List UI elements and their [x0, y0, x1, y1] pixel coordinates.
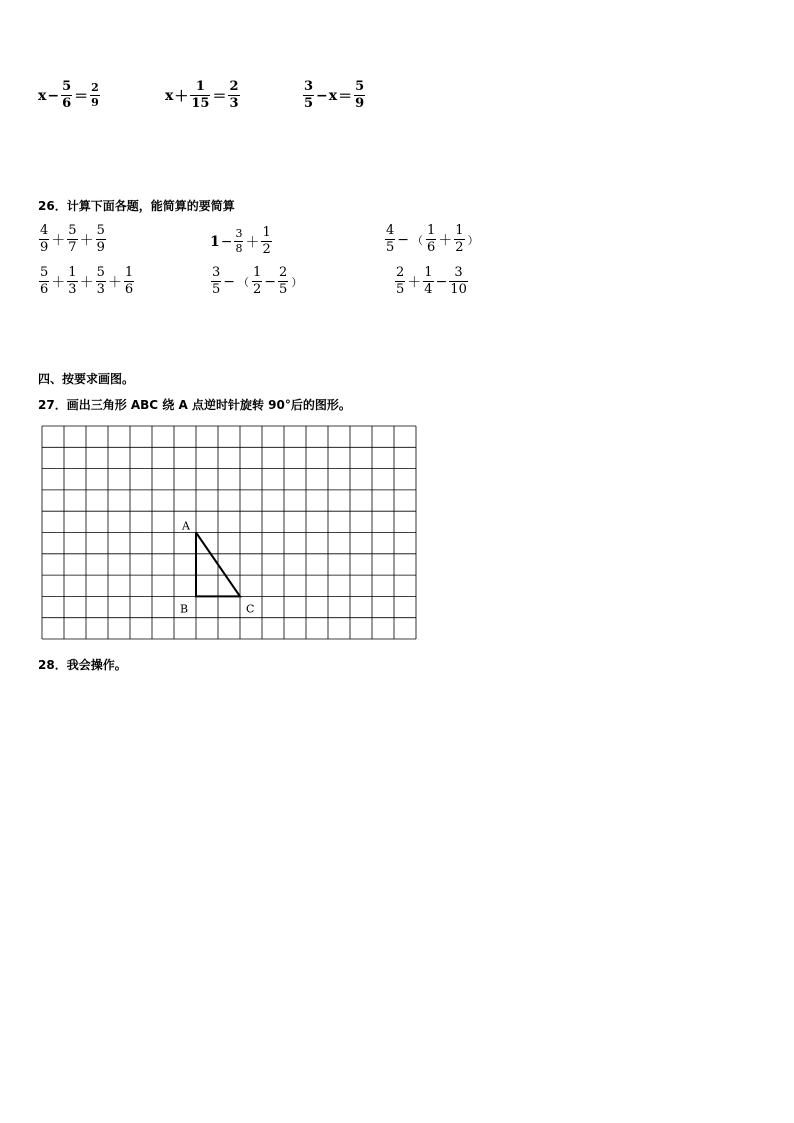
label-b: B	[180, 602, 189, 616]
minus-sign: −	[223, 273, 236, 290]
plus-sign: ＋	[51, 274, 66, 291]
fraction: $\frac{1}{6}$	[124, 265, 134, 297]
expression-26-2	[210, 226, 273, 257]
minus-sign: −	[47, 87, 60, 104]
expression-26-3	[384, 224, 481, 255]
right-paren: ）	[291, 275, 303, 289]
equation-1	[38, 80, 101, 111]
fraction: $\frac{3}{10}$	[450, 265, 467, 297]
fraction: $\frac{5}{7}$	[68, 223, 77, 255]
plus-sign: ＋	[107, 274, 122, 291]
plus-sign: ＋	[174, 88, 189, 105]
equals-sign: ＝	[338, 88, 353, 105]
number: 1	[210, 233, 220, 250]
fraction: $\frac{5}{9}$	[355, 79, 365, 111]
minus-sign: −	[264, 273, 277, 290]
plus-sign: ＋	[438, 232, 453, 249]
question-28-title: 28．我会操作。	[38, 658, 127, 672]
minus-sign: −	[435, 273, 448, 290]
section-heading: 四、按要求画图。	[38, 372, 135, 386]
fraction: $\frac{1}{2}$	[262, 225, 271, 257]
plus-sign: ＋	[245, 234, 260, 251]
minus-sign: −	[316, 87, 328, 104]
plus-sign: ＋	[79, 232, 94, 249]
minus-sign: −	[397, 231, 410, 248]
fraction: $\frac{2}{5}$	[396, 265, 405, 297]
fraction: $\frac{5}{3}$	[96, 265, 105, 297]
fraction: $\frac{2}{9}$	[91, 81, 99, 109]
equals-sign: ＝	[74, 88, 89, 105]
label-c: C	[246, 602, 255, 616]
expression-26-4	[38, 266, 135, 297]
fraction: $\frac{1}{15}$	[191, 79, 210, 111]
variable-x: x	[165, 87, 174, 104]
left-paren: （	[238, 275, 250, 289]
fraction: $\frac{4}{5}$	[386, 223, 395, 255]
fraction: $\frac{5}{6}$	[62, 79, 72, 111]
fraction: $\frac{3}{5}$	[304, 79, 314, 111]
fraction: $\frac{3}{5}$	[212, 265, 221, 297]
fraction: $\frac{2}{5}$	[279, 265, 288, 297]
variable-x: x	[328, 87, 338, 104]
fraction: $\frac{5}{6}$	[40, 265, 49, 297]
plus-sign: ＋	[79, 274, 94, 291]
drawing-grid[interactable]	[38, 422, 422, 642]
fraction: $\frac{2}{3}$	[229, 79, 239, 111]
plus-sign: ＋	[407, 274, 422, 291]
right-paren: ）	[467, 233, 479, 247]
fraction: $\frac{1}{2}$	[253, 265, 262, 297]
equation-2	[165, 80, 241, 111]
minus-sign: −	[220, 233, 233, 250]
question-27-title: 27．画出三角形 ABC 绕 A 点逆时针旋转 90°后的图形。	[38, 398, 351, 412]
fraction: $\frac{1}{6}$	[427, 223, 436, 255]
grid-lines	[42, 426, 416, 639]
fraction: $\frac{1}{3}$	[68, 265, 77, 297]
fraction: $\frac{1}{2}$	[455, 223, 464, 255]
fraction: $\frac{5}{9}$	[96, 223, 105, 255]
variable-x: x	[38, 87, 47, 104]
question-26-title: 26．计算下面各题，能简算的要简算	[38, 199, 235, 213]
expression-26-6	[394, 266, 469, 297]
equation-3	[302, 80, 366, 111]
equals-sign: ＝	[212, 88, 227, 105]
left-paren: （	[412, 233, 424, 247]
label-a: A	[182, 519, 190, 533]
fraction: $\frac{4}{9}$	[40, 223, 49, 255]
expression-26-1	[38, 224, 107, 255]
expression-26-5	[210, 266, 304, 297]
plus-sign: ＋	[51, 232, 66, 249]
fraction: $\frac{3}{8}$	[235, 227, 243, 255]
fraction: $\frac{1}{4}$	[424, 265, 433, 297]
